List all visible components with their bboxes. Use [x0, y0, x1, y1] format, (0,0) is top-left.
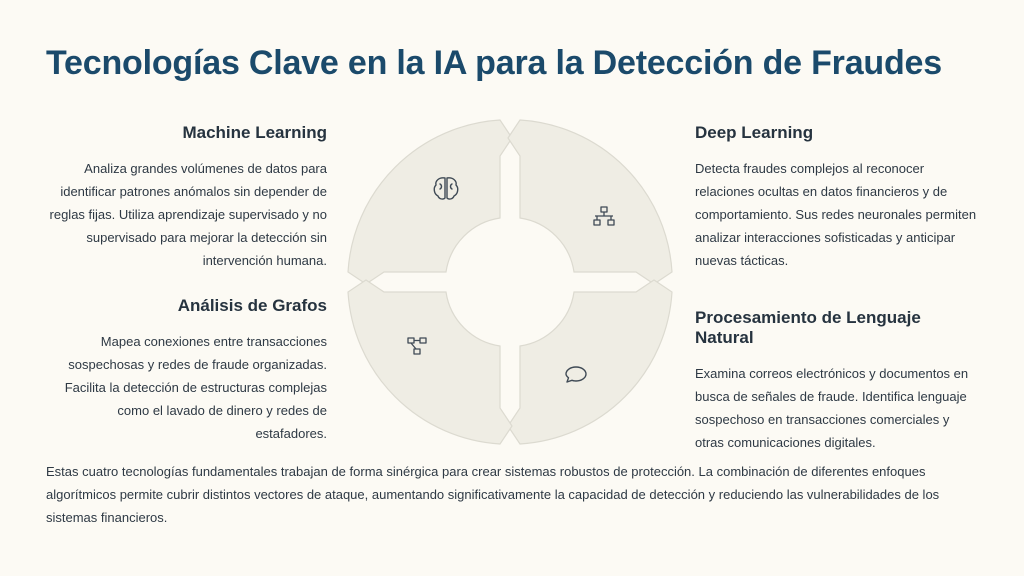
graph-analysis-block: [45, 296, 327, 445]
cycle-segment-deep-learning: [508, 120, 672, 284]
summary-text: Estas cuatro tecnologías fundamentales trabajan de forma sinérgica para crear sistemas robustos de protección. La combinación de diferentes enfoques algorítmicos permite cubrir distintos vectores de ataque, aumentando significativamente la capacidad de detección y reduciendo las vulnerabilidades de los sistemas financieros.: [46, 464, 940, 525]
graph-analysis-heading: Análisis de Grafos: [177, 296, 327, 315]
nlp-block: [695, 308, 977, 454]
deep-learning-block: [695, 123, 977, 272]
machine-learning-block: [45, 123, 327, 272]
deep-learning-heading: Deep Learning: [695, 123, 814, 142]
cycle-segment-graph-analysis: [348, 280, 512, 444]
nlp-heading: Procesamiento de Lenguaje Natural: [695, 308, 921, 347]
machine-learning-text: Analiza grandes volúmenes de datos para identificar patrones anómalos sin depender de reglas fijas. Utiliza aprendizaje supervisado y no supervisado para mejorar la detección sin intervención humana.: [49, 161, 327, 268]
cycle-segment-machine-learning: [348, 120, 512, 284]
nlp-text: Examina correos electrónicos y documentos en busca de señales de fraude. Identifica lenguaje sospechoso en transacciones comerciales y otras comunicaciones digitales.: [695, 366, 969, 450]
cycle-segment-nlp: [508, 280, 672, 444]
page-title: Tecnologías Clave en la IA para la Detección de Fraudes: [46, 44, 942, 82]
deep-learning-text: Detecta fraudes complejos al reconocer relaciones ocultas en datos financieros y de comportamiento. Sus redes neuronales permiten analizar interacciones sofisticadas y anticipar nuevas tácticas.: [695, 161, 977, 268]
machine-learning-heading: Machine Learning: [182, 123, 327, 142]
graph-analysis-text: Mapea conexiones entre transacciones sospechosas y redes de fraude organizadas. Facilita la detección de estructuras complejas como el lavado de dinero y redes de estafadores.: [64, 334, 327, 441]
cycle-diagram: [340, 112, 680, 452]
